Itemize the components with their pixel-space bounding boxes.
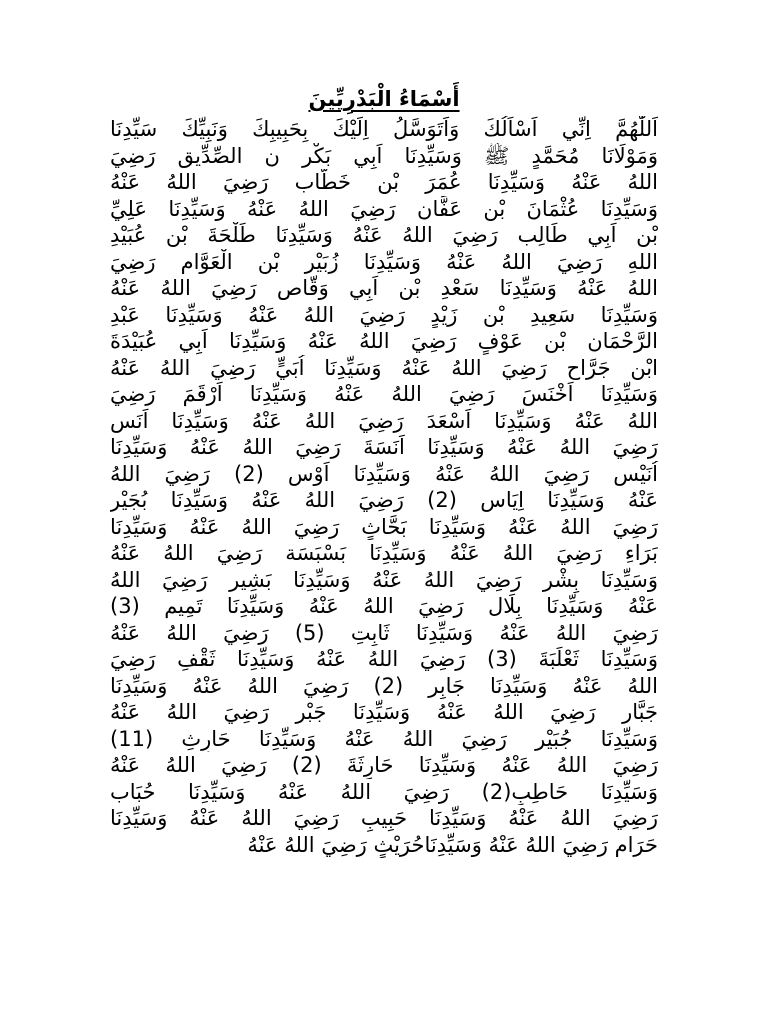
text-line: عَنْهُ وَسَيِّدِنَا بِلَال رَضِيَ اللهُ عَنْهُ وَسَيِّدِنَا تَمِيم (3) bbox=[110, 594, 658, 618]
text-line: رَضِيَ اللهُ عَنْهُ وَسَيِّدِنَا حَبِيبِ رَضِيَ اللهُ عَنْهُ وَسَيِّدِنَا bbox=[110, 806, 658, 830]
text-line: وَسَيِّدِنَا حَاطِبِ(2) رَضِيَ اللهُ عَنْهُ وَسَيِّدِنَا حُبَاب bbox=[110, 779, 658, 804]
text-line: وَسَيِّدِنَا سَعِيدِ بْن زَيْدٍ رَضِيَ اللهُ عَنْهُ وَسَيِّدِنَا عَبْدِ bbox=[110, 302, 658, 327]
text-line: رَضِيَ اللهُ عَنْهُ وَسَيِّدِنَا ثَابِتِ (5) رَضِيَ اللهُ عَنْهُ bbox=[110, 620, 658, 645]
text-line: اللهُ عَنْهُ وَسَيِّدِنَا سَعْدِ بْن اَبِي وَقَّاص رَضِيَ اللهُ عَنْهُ bbox=[110, 276, 658, 300]
text-line: وَسَيِّدِنَا عُثْمَانَ بْن عَفَّان رَضِيَ اللهُ عَنْهُ وَسَيِّدِنَا عَلِيِّ bbox=[110, 196, 658, 221]
text-line: اللهِ رَضِيَ اللهُ عَنْهُ وَسَيِّدِنَا زُبَيْر بْن الْعَوَّام رَضِيَ bbox=[110, 249, 658, 274]
text-line: رَضِيَ اللهُ عَنْهُ وَسَيِّدِنَا اَنَسَةَ رَضِيَ اللهُ عَنْهُ وَسَيِّدِنَا bbox=[110, 435, 658, 459]
text-line: اللهُ عَنْهُ وَسَيِّدِنَا جَابِر (2) رَضِيَ اللهُ عَنْهُ وَسَيِّدِنَا bbox=[110, 673, 658, 698]
text-line: اللهُ عَنْهُ وَسَيِّدِنَا اَسْعَدَ رَضِيَ اللهُ عَنْهُ وَسَيِّدِنَا اَنَس bbox=[110, 408, 658, 433]
text-line: رَضِيَ اللهُ عَنْهُ وَسَيِّدِنَا بَحَّاثٍ رَضِيَ اللهُ عَنْهُ وَسَيِّدِنَا bbox=[110, 514, 658, 539]
text-line: وَسَيِّدِنَا جُبَيْر رَضِيَ اللهُ عَنْهُ وَسَيِّدِنَا حَارِثِ (11) bbox=[110, 726, 658, 751]
text-line: وَسَيِّدِنَا بِشْر رَضِيَ اللهُ عَنْهُ وَسَيِّدِنَا بَشِير رَضِيَ اللهُ bbox=[110, 567, 658, 592]
text-line: وَسَيِّدِنَا اَخْنَسَ رَضِيَ اللهُ عَنْهُ وَسَيِّدِنَا اَرْقَمَ رَضِيَ bbox=[110, 382, 658, 406]
text-line: وَسَيِّدِنَا ثَعْلَبَةَ (3) رَضِيَ اللهُ عَنْهُ وَسَيِّدِنَا ثَقْفِ رَضِيَ bbox=[110, 647, 658, 671]
text-line: جَبَّار رَضِيَ اللهُ عَنْهُ وَسَيِّدِنَا جَبْر رَضِيَ اللهُ عَنْهُ bbox=[110, 700, 658, 724]
text-line: ابْن جَرَّاحِ رَضِيَ اللهُ عَنْهُ وَسَيِّدِنَا اُبَيٍّ رَضِيَ اللهُ عَنْهُ bbox=[110, 355, 658, 380]
document-title: أَسْمَاءُ الْبَدْرِيِّينَ bbox=[308, 87, 460, 111]
document-page bbox=[110, 82, 658, 858]
text-line: اَللّٰهُمَّ اِنِّي اَسْاَلُكَ وَاَتَوَسَّلُ اِلَيْكَ بِحَبِيبِكَ وَنَبِيِّكَ سَيِّدِنَا bbox=[110, 117, 658, 141]
text-line: الرَّحْمَان بْن عَوْفٍ رَضِيَ اللهُ عَنْهُ وَسَيِّدِنَا اَبِي عُبَيْدَةَ bbox=[110, 329, 658, 353]
text-line: حَرَامٍ رَضِيَ اللهُ عَنْهُ وَسَيِّدِنَاحُرَيْثٍ رَضِيَ اللهُ عَنْهُ bbox=[247, 832, 658, 857]
text-line: بْن اَبِي طَالِب رَضِيَ اللهُ عَنْهُ وَسَيِّدِنَا طَلْحَةَ بْن عُبَيْدِ bbox=[110, 223, 658, 247]
text-line: وَمَوْلَانَا مُحَمَّدٍ ﷺ وَسَيِّدِنَا اَبِي بَكْر ن الصِّدِّيق رَضِيَ bbox=[110, 143, 658, 168]
text-line: اللهُ عَنْهُ وَسَيِّدِنَا عُمَرَ بْن خَطَّاب رَضِيَ اللهُ عَنْهُ bbox=[110, 170, 658, 194]
text-line: عَنْهُ وَسَيِّدِنَا اِيَاس (2) رَضِيَ اللهُ عَنْهُ وَسَيِّدِنَا بُجَيْر bbox=[110, 488, 658, 512]
text-line: رَضِيَ اللهُ عَنْهُ وَسَيِّدِنَا حَارِثَةَ (2) رَضِيَ اللهُ عَنْهُ bbox=[110, 753, 658, 777]
document-body bbox=[110, 116, 658, 858]
text-line: بَرَاءِ رَضِيَ اللهُ عَنْهُ وَسَيِّدِنَا بَسْبَسَة رَضِيَ اللهُ عَنْهُ bbox=[110, 541, 658, 565]
text-line: اُنَيْس رَضِيَ اللهُ عَنْهُ وَسَيِّدِنَا اَوْس (2) رَضِيَ اللهُ bbox=[110, 461, 658, 486]
